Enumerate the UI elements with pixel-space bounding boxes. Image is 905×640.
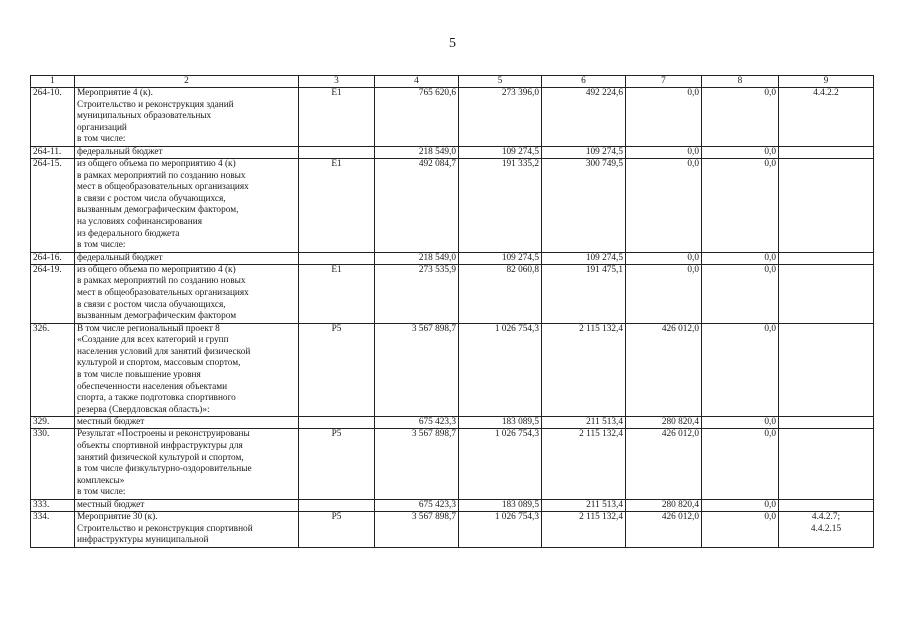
table-row [31, 146, 874, 158]
amount-col5-cell: 1 026 754,3 [459, 429, 542, 500]
target-reference-cell: 4.4.2.2 [779, 88, 874, 147]
column-header: 7 [626, 76, 702, 88]
amount-col8-cell: 0,0 [702, 158, 779, 252]
row-number-cell: 330. [31, 429, 75, 500]
amount-total-cell: 675 423,3 [375, 500, 459, 512]
amount-col8-cell: 0,0 [702, 429, 779, 500]
description-cell: местный бюджет [75, 417, 299, 429]
target-reference-cell [779, 146, 874, 158]
amount-col6-cell: 2 115 132,4 [542, 323, 626, 417]
amount-total-cell: 675 423,3 [375, 417, 459, 429]
amount-total-cell: 492 084,7 [375, 158, 459, 252]
amount-total-cell: 3 567 898,7 [375, 512, 459, 548]
amount-col5-cell: 1 026 754,3 [459, 323, 542, 417]
amount-col6-cell: 211 513,4 [542, 417, 626, 429]
amount-col8-cell: 0,0 [702, 146, 779, 158]
amount-col5-cell: 183 089,5 [459, 417, 542, 429]
amount-col5-cell: 82 060,8 [459, 264, 542, 323]
row-number-cell: 329. [31, 417, 75, 429]
target-reference-cell [779, 417, 874, 429]
target-reference-cell [779, 264, 874, 323]
description-cell: из общего объема по мероприятию 4 (к) в рамках мероприятий по созданию новых мест в общеобразовательных организациях в связи с ростом числа обучающихся, вызванным демографическим фактором, на условиях софинансирования из федерального бюджета в том числе: [75, 158, 299, 252]
table-row [31, 88, 874, 147]
budget-table [30, 75, 874, 548]
amount-col8-cell: 0,0 [702, 264, 779, 323]
row-number-cell: 264-16. [31, 252, 75, 264]
table-row [31, 252, 874, 264]
description-cell: из общего объема по мероприятию 4 (к) в рамках мероприятий по созданию новых мест в общеобразовательных организациях в связи с ростом числа обучающихся, вызванным демографическим фактором [75, 264, 299, 323]
code-cell: P5 [299, 429, 375, 500]
description-cell: Мероприятие 30 (к). Строительство и реконструкция спортивной инфраструктуры муниципальной [75, 512, 299, 548]
amount-col5-cell: 183 089,5 [459, 500, 542, 512]
column-header: 6 [542, 76, 626, 88]
amount-col5-cell: 109 274,5 [459, 146, 542, 158]
amount-total-cell: 765 620,6 [375, 88, 459, 147]
target-reference-cell: 4.4.2.7; 4.4.2.15 [779, 512, 874, 548]
code-cell: E1 [299, 88, 375, 147]
column-header: 3 [299, 76, 375, 88]
amount-col6-cell: 300 749,5 [542, 158, 626, 252]
amount-col5-cell: 273 396,0 [459, 88, 542, 147]
description-cell: федеральный бюджет [75, 146, 299, 158]
description-cell: федеральный бюджет [75, 252, 299, 264]
amount-col5-cell: 109 274,5 [459, 252, 542, 264]
target-reference-cell [779, 323, 874, 417]
amount-col6-cell: 2 115 132,4 [542, 512, 626, 548]
amount-col7-cell: 0,0 [626, 264, 702, 323]
code-cell: E1 [299, 158, 375, 252]
amount-col6-cell: 211 513,4 [542, 500, 626, 512]
amount-col7-cell: 280 820,4 [626, 417, 702, 429]
row-number-cell: 264-19. [31, 264, 75, 323]
table-row [31, 500, 874, 512]
amount-col5-cell: 191 335,2 [459, 158, 542, 252]
amount-total-cell: 273 535,9 [375, 264, 459, 323]
amount-col7-cell: 280 820,4 [626, 500, 702, 512]
table-row [31, 512, 874, 548]
amount-col7-cell: 0,0 [626, 252, 702, 264]
row-number-cell: 264-10. [31, 88, 75, 147]
amount-col8-cell: 0,0 [702, 88, 779, 147]
amount-col7-cell: 0,0 [626, 88, 702, 147]
code-cell: P5 [299, 512, 375, 548]
amount-total-cell: 218 549,0 [375, 252, 459, 264]
page-number: 5 [449, 36, 456, 51]
amount-col8-cell: 0,0 [702, 252, 779, 264]
amount-col8-cell: 0,0 [702, 323, 779, 417]
amount-col7-cell: 0,0 [626, 146, 702, 158]
table-row [31, 429, 874, 500]
description-cell: В том числе региональный проект 8 «Создание для всех категорий и групп населения условий для занятий физической культурой и спортом, массовым спортом, в том числе повышение уровня обеспеченности населения объектами спорта, а также подготовка спортивного резерва (Свердловская область)»: [75, 323, 299, 417]
description-cell: местный бюджет [75, 500, 299, 512]
row-number-cell: 326. [31, 323, 75, 417]
amount-col7-cell: 426 012,0 [626, 323, 702, 417]
row-number-cell: 334. [31, 512, 75, 548]
table-row [31, 417, 874, 429]
amount-col6-cell: 492 224,6 [542, 88, 626, 147]
target-reference-cell [779, 252, 874, 264]
amount-col7-cell: 426 012,0 [626, 512, 702, 548]
column-header: 2 [75, 76, 299, 88]
column-header: 1 [31, 76, 75, 88]
code-cell [299, 417, 375, 429]
code-cell [299, 252, 375, 264]
column-header: 8 [702, 76, 779, 88]
code-cell [299, 500, 375, 512]
amount-col6-cell: 191 475,1 [542, 264, 626, 323]
amount-col7-cell: 426 012,0 [626, 429, 702, 500]
amount-col6-cell: 109 274,5 [542, 252, 626, 264]
amount-col6-cell: 109 274,5 [542, 146, 626, 158]
column-header: 4 [375, 76, 459, 88]
amount-total-cell: 3 567 898,7 [375, 323, 459, 417]
column-header: 5 [459, 76, 542, 88]
table-row [31, 264, 874, 323]
column-number-header-row [31, 76, 874, 88]
amount-col7-cell: 0,0 [626, 158, 702, 252]
amount-col6-cell: 2 115 132,4 [542, 429, 626, 500]
code-cell [299, 146, 375, 158]
code-cell: E1 [299, 264, 375, 323]
target-reference-cell [779, 158, 874, 252]
amount-col8-cell: 0,0 [702, 417, 779, 429]
table-row [31, 158, 874, 252]
row-number-cell: 333. [31, 500, 75, 512]
amount-col5-cell: 1 026 754,3 [459, 512, 542, 548]
code-cell: P5 [299, 323, 375, 417]
description-cell: Мероприятие 4 (к). Строительство и реконструкция зданий муниципальных образовательных организаций в том числе: [75, 88, 299, 147]
row-number-cell: 264-15. [31, 158, 75, 252]
target-reference-cell [779, 429, 874, 500]
table-row [31, 323, 874, 417]
amount-total-cell: 3 567 898,7 [375, 429, 459, 500]
amount-total-cell: 218 549,0 [375, 146, 459, 158]
row-number-cell: 264-11. [31, 146, 75, 158]
amount-col8-cell: 0,0 [702, 500, 779, 512]
description-cell: Результат «Построены и реконструированы объекты спортивной инфраструктуры для занятий физической культурой и спортом, в том числе физкультурно-оздоровительные комплексы» в том числе: [75, 429, 299, 500]
target-reference-cell [779, 500, 874, 512]
column-header: 9 [779, 76, 874, 88]
amount-col8-cell: 0,0 [702, 512, 779, 548]
